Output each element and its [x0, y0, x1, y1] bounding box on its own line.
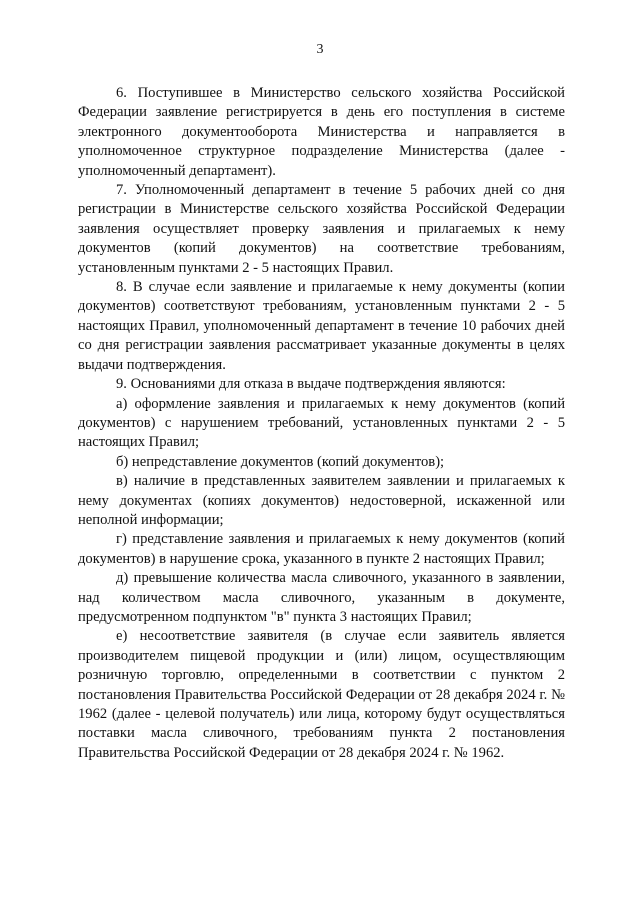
subparagraph-a: а) оформление заявления и прилагаемых к нему документов (копий документов) с нарушением требований, установленных пунктами 2 - 5 настоящих Правил; — [78, 395, 565, 451]
subparagraph-b: б) непредставление документов (копий документов); — [116, 453, 445, 470]
document-body — [78, 84, 565, 763]
subparagraph-d: д) превышение количества масла сливочного, указанного в заявлении, над количеством масла сливочного, указанным в документе, предусмотренном подпунктом "в" пункта 3 настоящих Правил; — [78, 570, 565, 625]
subparagraph-e: е) несоответствие заявителя (в случае если заявитель является производителем пищевой продукции и (или) лицом, осуществляющим розничную торговлю, определенными в соответствии с пунктом 2 постановления Правительства Российской Федерации от 28 декабря 2024 г. № 1962 (далее - целевой получатель) или лица, которому будут осуществляться поставки масла сливочного, требованиям пункта 2 постановления Правительства Российской Федерации от 28 декабря 2024 г. № 1962. — [78, 628, 565, 761]
paragraph-7: 7. Уполномоченный департамент в течение 5 рабочих дней со дня регистрации в Министерстве сельского хозяйства Российской Федерации заявления осуществляет проверку заявления и прилагаемых к нему документов (копий документов) на соответствие требованиям, установленным пунктами 2 - 5 настоящих Правил. — [78, 182, 565, 276]
subparagraph-g: г) представление заявления и прилагаемых к нему документов (копий документов) в нарушение срока, указанного в пункте 2 настоящих Правил; — [78, 531, 565, 567]
subparagraph-v: в) наличие в представленных заявителем заявлении и прилагаемых к нему документах (копиях документов) недостоверной, искаженной или неполной информации; — [78, 473, 565, 528]
paragraph-6: 6. Поступившее в Министерство сельского хозяйства Российской Федерации заявление регистрируется в день его поступления в системе электронного документооборота Министерства и направляется в уполномоченное структурное подразделение Министерства (далее - уполномоченный департамент). — [78, 85, 565, 179]
paragraph-9: 9. Основаниями для отказа в выдаче подтверждения являются: — [116, 376, 506, 393]
page-number: 3 — [316, 42, 324, 57]
paragraph-8: 8. В случае если заявление и прилагаемые к нему документы (копии документов) соответствуют требованиям, установленным пунктами 2 - 5 настоящих Правил, уполномоченный департамент в течение 10 рабочих дней со дня регистрации заявления рассматривает указанные документы в целях выдачи подтверждения. — [78, 279, 565, 373]
